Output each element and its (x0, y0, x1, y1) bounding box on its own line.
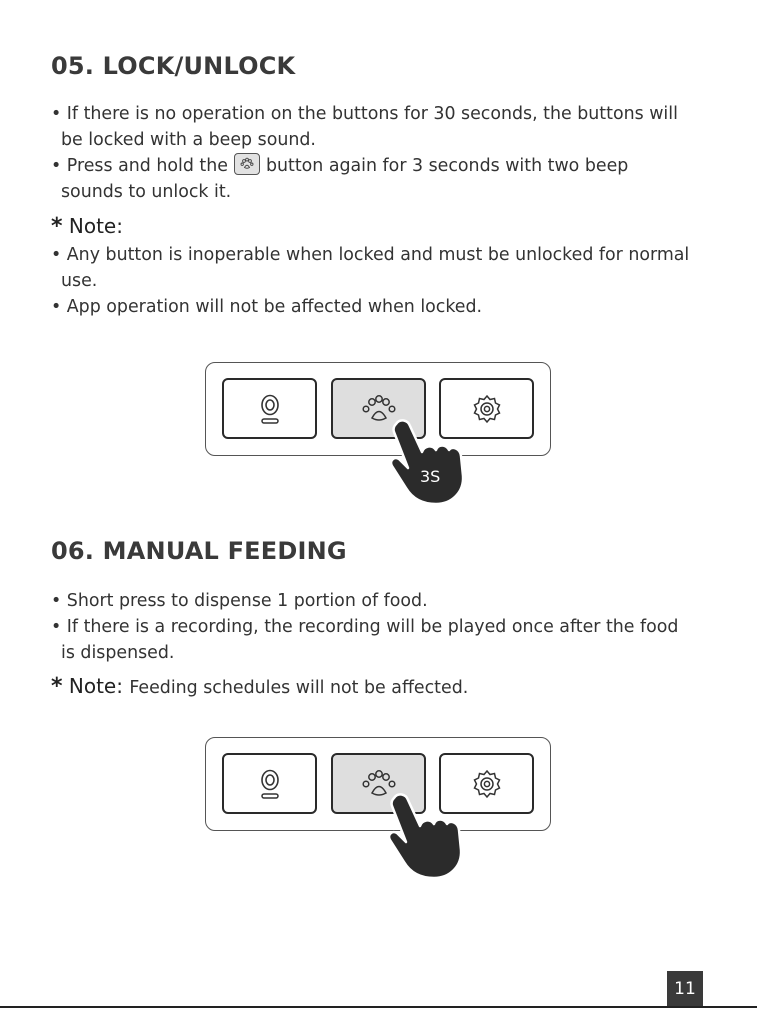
section-title-manual-feeding: 06. MANUAL FEEDING (51, 537, 347, 565)
bullet-text: • If there is a recording, the recording will be played once after the food (51, 617, 679, 637)
bullet-text: • App operation will not be affected when locked. (51, 297, 483, 317)
pointing-hand-icon (386, 792, 466, 880)
bullet-text: is dispensed. (61, 643, 175, 663)
note-label: Note: (68, 674, 123, 698)
bullet-text: sounds to unlock it. (61, 182, 232, 202)
note-heading (51, 214, 123, 239)
bullet-text: • Any button is inoperable when locked and must be unlocked for normal (51, 245, 690, 265)
note-label: Note: (68, 214, 123, 238)
note-star-icon: * (51, 674, 63, 699)
button-panel-lock (205, 362, 551, 456)
bullet-text-with-icon (51, 153, 731, 179)
bullet-text: use. (61, 271, 98, 291)
camera-key (222, 378, 317, 439)
note-text: Feeding schedules will not be affected. (129, 678, 469, 698)
gear-icon (471, 768, 503, 800)
bullet-text: button again for 3 seconds with two beep (265, 156, 629, 176)
bullet-text: • Short press to dispense 1 portion of food. (51, 591, 428, 611)
camera-key (222, 753, 317, 814)
hold-duration-label: 3S (420, 467, 441, 486)
page-number: 11 (667, 971, 703, 1007)
bullet-text: • Press and hold the (51, 156, 228, 176)
paw-button-icon (234, 153, 260, 175)
camera-icon (259, 393, 281, 425)
feeding-bullets (51, 588, 731, 666)
note-star-icon: * (51, 214, 63, 239)
camera-icon (259, 768, 281, 800)
button-panel-feeding (205, 737, 551, 831)
section-title-lock-unlock: 05. LOCK/UNLOCK (51, 52, 296, 80)
gear-icon (471, 393, 503, 425)
note-heading (51, 674, 468, 699)
bullet-text: • If there is no operation on the buttons for 30 seconds, the buttons will (51, 104, 678, 124)
lock-bullets (51, 101, 731, 205)
pointing-hand-icon (388, 418, 468, 506)
bullet-text: be locked with a beep sound. (61, 130, 316, 150)
lock-note-bullets (51, 242, 731, 320)
bottom-divider (0, 1006, 757, 1008)
